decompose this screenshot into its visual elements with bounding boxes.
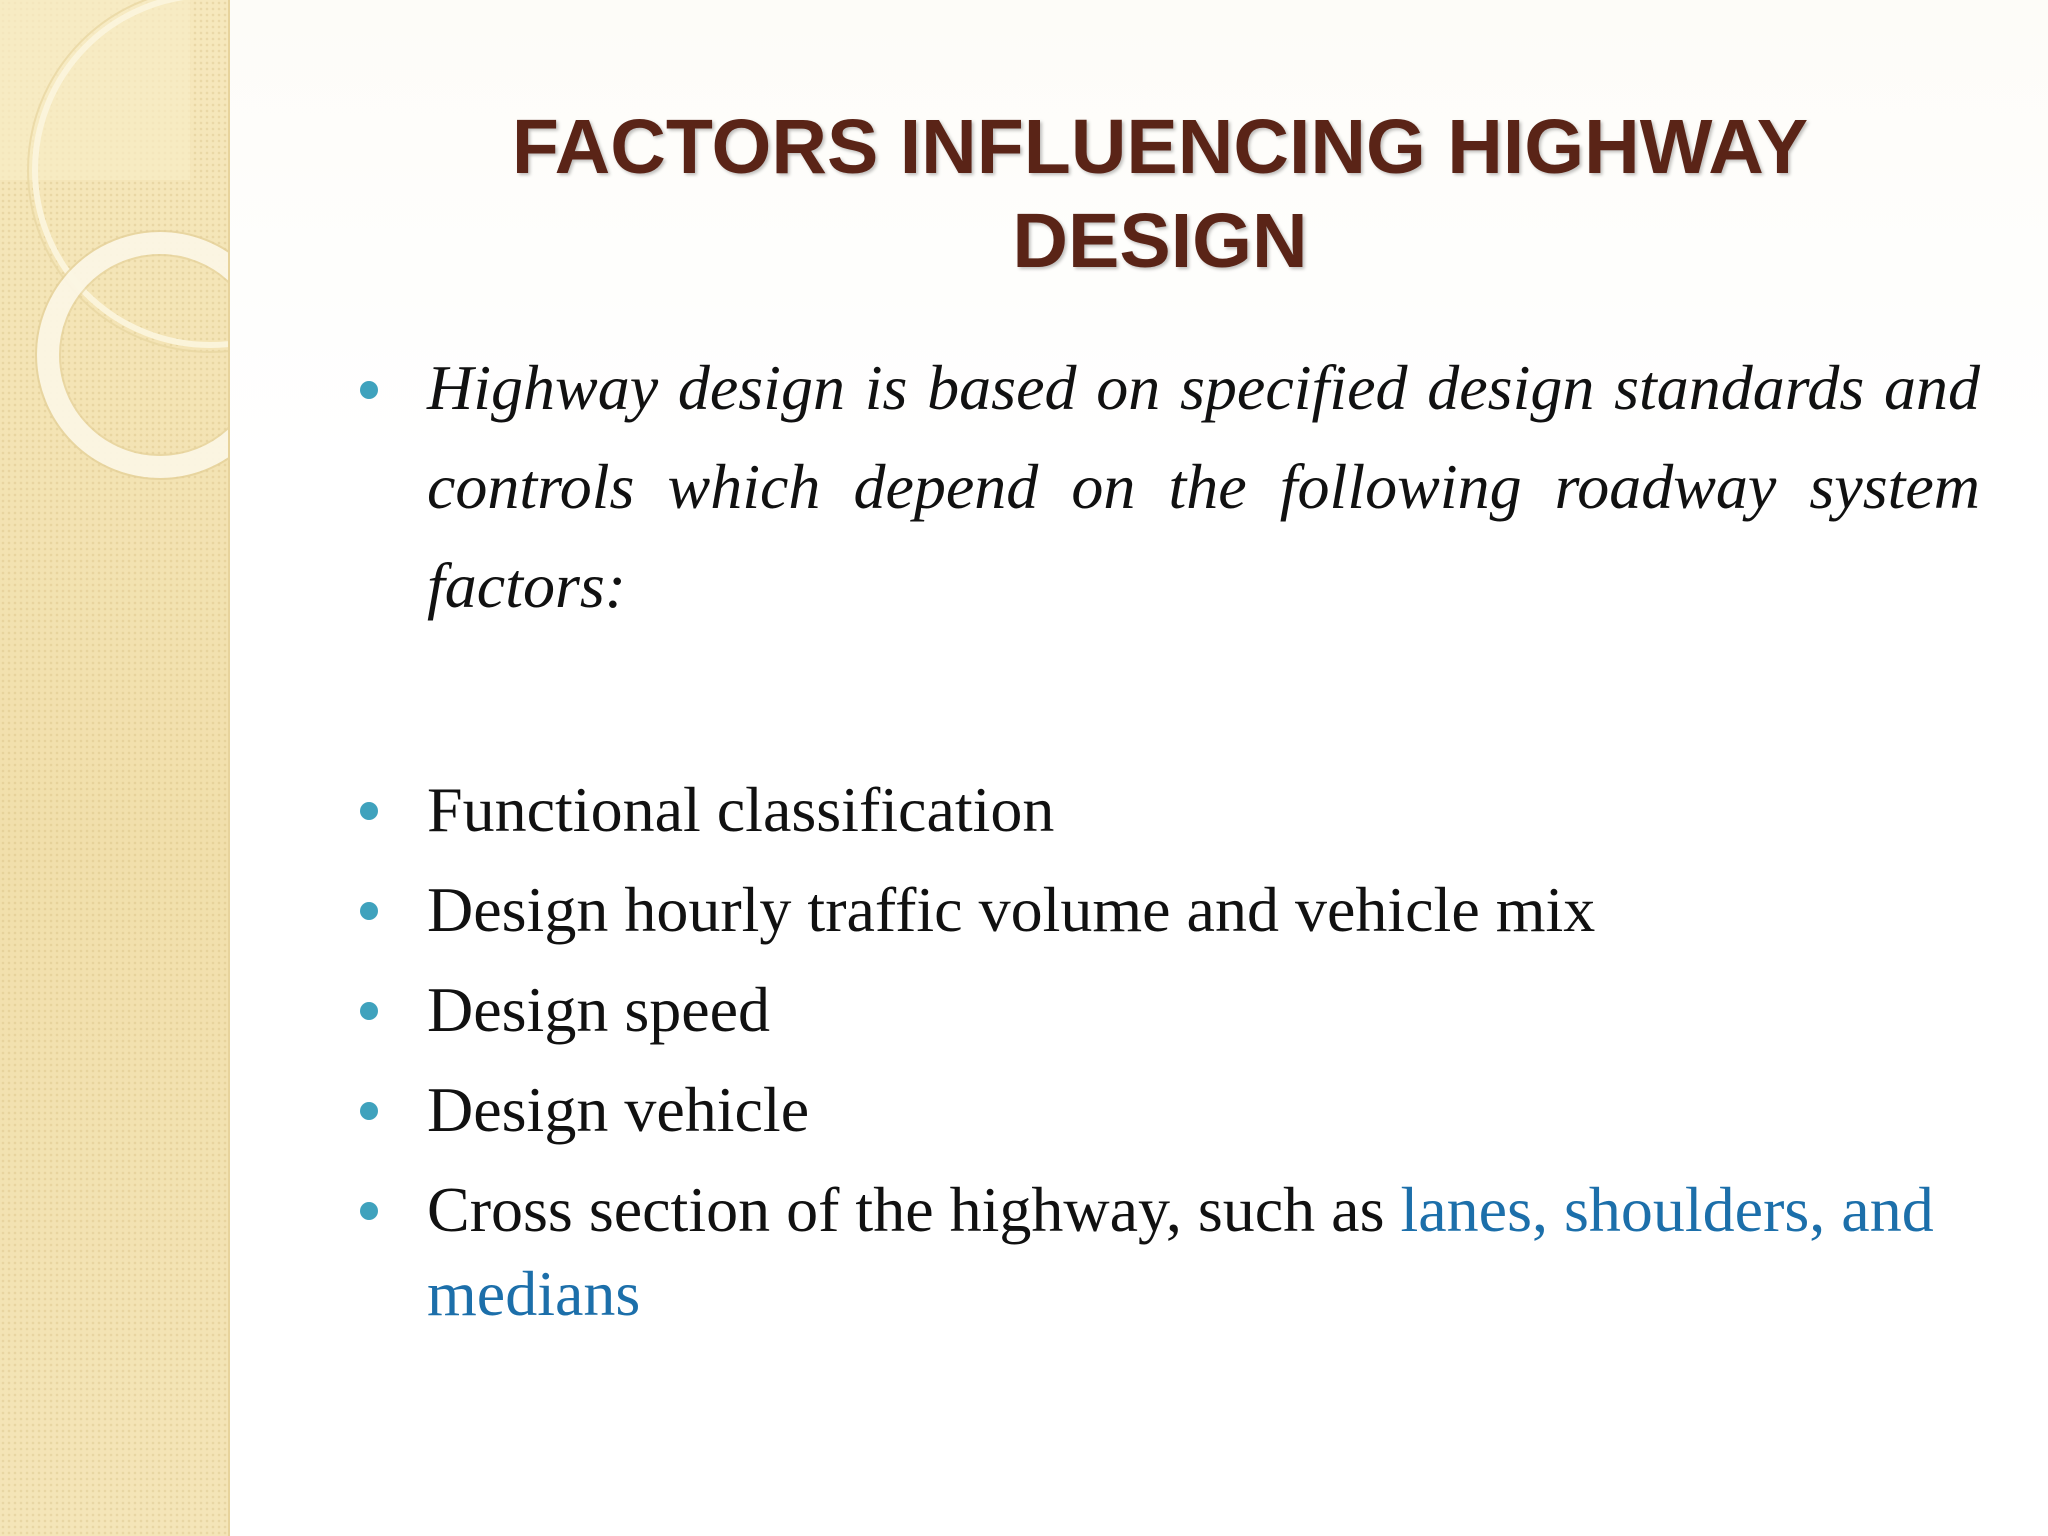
bullet-dot-icon xyxy=(360,1002,378,1020)
factor-label: Design hourly traffic volume and vehicle mix xyxy=(427,874,1596,945)
bullet-dot-icon xyxy=(360,1102,378,1120)
factor-label: Design speed xyxy=(427,974,771,1045)
bullet-dot-icon xyxy=(360,381,378,399)
slide-title: FACTORS INFLUENCING HIGHWAY DESIGN xyxy=(511,104,1809,284)
intro-paragraph: Highway design is based on specified design standards and controls which depend on the following roadway system factors: xyxy=(427,352,1980,621)
bullet-dot-icon xyxy=(360,902,378,920)
factor-label xyxy=(427,1168,1987,1336)
bullet-dot-icon xyxy=(360,802,378,820)
decorative-side-band xyxy=(0,0,230,1536)
bullet-dot-icon xyxy=(360,1202,378,1220)
factor-text: Cross section of the highway, such as xyxy=(427,1174,1401,1245)
decorative-rings-graphic xyxy=(0,0,228,1536)
factor-label: Design vehicle xyxy=(427,1074,810,1145)
highlighted-factor-text: lanes, shoulders, and medians xyxy=(427,1174,1934,1329)
factor-label: Functional classification xyxy=(427,774,1055,845)
